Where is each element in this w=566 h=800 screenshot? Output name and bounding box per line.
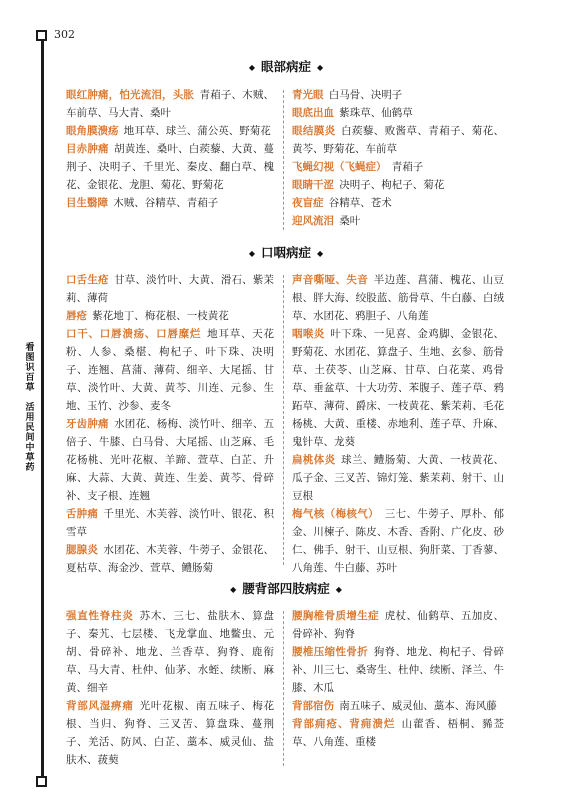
sidebar-char: 图 bbox=[25, 353, 35, 363]
ailment-entry bbox=[66, 505, 274, 541]
herb-list: 半边莲、菖蒲、槐花、山豆根、胖大海、绞股蓝、筋骨草、牛白藤、白绒草、水团花、鸦胆子、八角莲 bbox=[292, 274, 505, 322]
sidebar-char: 药 bbox=[25, 463, 35, 473]
ailment-entry bbox=[66, 194, 274, 212]
ailment-entry bbox=[66, 697, 274, 769]
ailment-term: 舌肿痛 bbox=[66, 508, 99, 520]
herb-list: 胡黄连、桑叶、白蒺藜、大黄、蔓荆子、决明子、千里光、秦皮、翻白草、槐花、金银花、龙胆、菊花、野菊花 bbox=[66, 143, 275, 191]
herb-list: 青葙子、木贼、车前草、马大青、桑叶 bbox=[66, 89, 275, 119]
herb-list: 桑叶 bbox=[334, 215, 361, 227]
herb-list: 球兰、鳢肠菊、大黄、一枝黄花、瓜子金、三叉苦、锦灯笼、紫茉莉、射干、山豆根 bbox=[292, 454, 505, 502]
herb-list: 苏木、三七、盐肤木、算盘子、秦艽、七层楼、飞龙掌血、地鳖虫、元胡、骨碎补、地龙、兰香草、狗脊、鹿衔草、马大青、杜仲、仙茅、水蛭、续断、麻黄、细辛 bbox=[66, 610, 275, 694]
page-frame-line bbox=[41, 38, 44, 782]
sidebar-char: 中 bbox=[25, 443, 35, 453]
ailment-term: 口干、口唇溃疡、口唇糜烂 bbox=[66, 328, 202, 340]
section-mouth-left-column bbox=[66, 271, 274, 577]
ailment-entry bbox=[292, 212, 504, 230]
ailment-entry bbox=[292, 505, 504, 577]
ailment-term: 眼底出血 bbox=[292, 107, 334, 119]
ailment-term: 梅气核（梅核气） bbox=[292, 508, 380, 520]
herb-list: 叶下珠、一见喜、金鸡脚、金银花、野菊花、水团花、算盘子、生地、玄参、筋骨草、土茯苓、山芝麻、甘草、白花菜、鸡骨草、垂盆草、十大功劳、苯腹子、莲子草、鸦跖草、薄荷、爵床、一枝黄花、紫茉莉、毛花杨桃、大黄、重楼、赤地利、莲子草、升麻、鬼针草、龙葵 bbox=[292, 328, 505, 448]
sidebar-char: 看 bbox=[25, 343, 35, 353]
herb-list: 三七、牛蒡子、厚朴、郁金、川楝子、陈皮、木香、香附、广化皮、砂仁、佛手、射干、山豆根、狗肝菜、丁香蓼、八角莲、牛白藤、苏叶 bbox=[292, 508, 505, 574]
ailment-term: 口舌生疮 bbox=[66, 274, 109, 286]
section-eye-left-column bbox=[66, 86, 274, 212]
ailment-term: 强直性脊柱炎 bbox=[66, 610, 134, 622]
frame-corner-ornament bbox=[36, 30, 47, 41]
section-mouth-right-column bbox=[292, 271, 504, 577]
ailment-entry bbox=[66, 307, 274, 325]
ailment-entry bbox=[66, 271, 274, 307]
ailment-entry bbox=[66, 86, 274, 122]
diamond-icon: ◆ bbox=[230, 584, 237, 594]
sidebar-char: 草 bbox=[25, 453, 35, 463]
sidebar-char: 用 bbox=[25, 413, 35, 423]
ailment-term: 眼角膜溃疡 bbox=[66, 125, 119, 137]
column-divider bbox=[283, 611, 284, 766]
section-heading-back-limbs: ◆ 腰背部四肢病症 ◆ bbox=[230, 581, 342, 596]
book-title-part1 bbox=[23, 343, 37, 393]
herb-list: 地耳草、球兰、蒲公英、野菊花 bbox=[118, 125, 271, 137]
ailment-term: 腮腺炎 bbox=[66, 544, 99, 556]
frame-corner-ornament bbox=[36, 776, 47, 787]
ailment-entry bbox=[292, 697, 504, 715]
diamond-icon: ◆ bbox=[317, 248, 324, 258]
ailment-term: 扁桃体炎 bbox=[292, 454, 336, 466]
herb-list: 白马骨、决明子 bbox=[323, 89, 403, 101]
ailment-term: 飞蝇幻视（飞蝇症） bbox=[292, 161, 387, 173]
herb-list: 紫花地丁、梅花根、一枝黄花 bbox=[87, 310, 229, 322]
diamond-icon: ◆ bbox=[248, 62, 255, 72]
herb-list: 青葙子 bbox=[386, 161, 424, 173]
herb-list: 狗脊、地龙、枸杞子、骨碎补、川三七、桑寄生、杜仲、续断、泽兰、牛膝、木瓜 bbox=[292, 646, 505, 694]
ailment-term: 唇疮 bbox=[66, 310, 87, 322]
herb-list: 紫珠草、仙鹤草 bbox=[334, 107, 413, 119]
herb-list: 地耳草、天花粉、人参、桑椹、枸杞子、叶下珠、决明子、连翘、菖蒲、薄荷、细辛、大尾摇、甘草、淡竹叶、大黄、黄芩、川连、元参、生地、玉竹、沙参、麦冬 bbox=[66, 328, 275, 412]
column-divider bbox=[283, 90, 284, 230]
book-title-vertical bbox=[23, 343, 37, 473]
sidebar-char: 草 bbox=[25, 383, 35, 393]
ailment-term: 眼红肿痛，怕光流泪，头胀 bbox=[66, 89, 195, 101]
sidebar-char: 识 bbox=[25, 363, 35, 373]
herb-list: 水团花、木芙蓉、牛蒡子、金银花、夏枯草、海金沙、萱草、鳢肠菊 bbox=[66, 544, 275, 574]
ailment-term: 目赤肿痛 bbox=[66, 143, 109, 155]
ailment-term: 背部风湿痹痛 bbox=[66, 700, 134, 712]
ailment-entry bbox=[292, 122, 504, 158]
ailment-term: 目生翳障 bbox=[66, 197, 108, 209]
sidebar-char: 活 bbox=[25, 403, 35, 413]
diamond-icon: ◆ bbox=[335, 584, 342, 594]
ailment-term: 咽喉炎 bbox=[292, 328, 325, 340]
ailment-entry bbox=[292, 104, 504, 122]
herb-list: 南五味子、威灵仙、藁本、海风藤 bbox=[334, 700, 497, 712]
ailment-entry bbox=[66, 325, 274, 415]
ailment-term: 夜盲症 bbox=[292, 197, 324, 209]
ailment-entry bbox=[292, 176, 504, 194]
sidebar-char: 百 bbox=[25, 373, 35, 383]
ailment-entry bbox=[66, 122, 274, 140]
page-number: 302 bbox=[54, 28, 75, 41]
ailment-entry bbox=[292, 325, 504, 451]
book-title-part2 bbox=[23, 403, 37, 473]
ailment-entry bbox=[292, 451, 504, 505]
ailment-entry bbox=[292, 643, 504, 697]
section-eye-right-column bbox=[292, 86, 504, 230]
herb-list: 光叶花椒、南五味子、梅花根、当归、狗脊、三叉苦、算盘珠、蔓荆子、羌活、防风、白芷、藁本、威灵仙、盐肤木、菝葜 bbox=[66, 700, 275, 766]
herb-list: 白蒺藜、败酱草、青葙子、菊花、黄芩、野菊花、车前草 bbox=[292, 125, 505, 155]
ailment-entry bbox=[66, 541, 274, 577]
ailment-term: 背部痈疮、背痈溃烂 bbox=[292, 718, 396, 730]
ailment-term: 背部宿伤 bbox=[292, 700, 334, 712]
ailment-term: 眼结膜炎 bbox=[292, 125, 336, 137]
diamond-icon: ◆ bbox=[317, 62, 324, 72]
ailment-entry bbox=[292, 715, 504, 751]
section-heading-eye: ◆ 眼部病症 ◆ bbox=[248, 59, 324, 74]
ailment-term: 迎风流泪 bbox=[292, 215, 334, 227]
ailment-entry bbox=[292, 194, 504, 212]
herb-list: 千里光、木芙蓉、淡竹叶、银花、积雪草 bbox=[66, 508, 275, 538]
ailment-entry bbox=[66, 140, 274, 194]
sidebar-char: 间 bbox=[25, 433, 35, 443]
section-heading-mouth: ◆ 口咽病症 ◆ bbox=[248, 245, 324, 260]
section-back-left-column bbox=[66, 607, 274, 769]
ailment-term: 牙齿肿痛 bbox=[66, 418, 109, 430]
ailment-term: 腰胸椎骨质增生症 bbox=[292, 610, 380, 622]
ailment-entry bbox=[66, 415, 274, 505]
column-divider bbox=[283, 275, 284, 565]
herb-list: 虎杖、仙鹤草、五加皮、骨碎补、狗脊 bbox=[292, 610, 505, 640]
ailment-entry bbox=[292, 86, 504, 104]
herb-list: 山藿香、梧桐、豨莶草、八角莲、重楼 bbox=[292, 718, 504, 748]
ailment-entry bbox=[292, 158, 504, 176]
ailment-term: 青光眼 bbox=[292, 89, 324, 101]
section-back-right-column bbox=[292, 607, 504, 751]
ailment-term: 腰椎压缩性骨折 bbox=[292, 646, 369, 658]
diamond-icon: ◆ bbox=[248, 248, 255, 258]
herb-list: 水团花、杨梅、淡竹叶、细辛、五倍子、牛膝、白马骨、大尾摇、山芝麻、毛花杨桃、光叶花椒、羊蹄、萱草、白芷、升麻、大蒜、大黄、黄连、生姜、黄芩、骨碎补、支子根、连翘 bbox=[66, 418, 275, 502]
ailment-term: 眼睛干涩 bbox=[292, 179, 334, 191]
ailment-entry bbox=[292, 607, 504, 643]
ailment-entry bbox=[66, 607, 274, 697]
ailment-entry bbox=[292, 271, 504, 325]
herb-list: 木贼、谷精草、青葙子 bbox=[108, 197, 219, 209]
sidebar-char: 民 bbox=[25, 423, 35, 433]
herb-list: 谷精草、苍术 bbox=[323, 197, 392, 209]
herb-list: 甘草、淡竹叶、大黄、滑石、紫茉莉、薄荷 bbox=[66, 274, 275, 304]
ailment-term: 声音嘶哑、失音 bbox=[292, 274, 369, 286]
herb-list: 决明子、枸杞子、菊花 bbox=[334, 179, 445, 191]
